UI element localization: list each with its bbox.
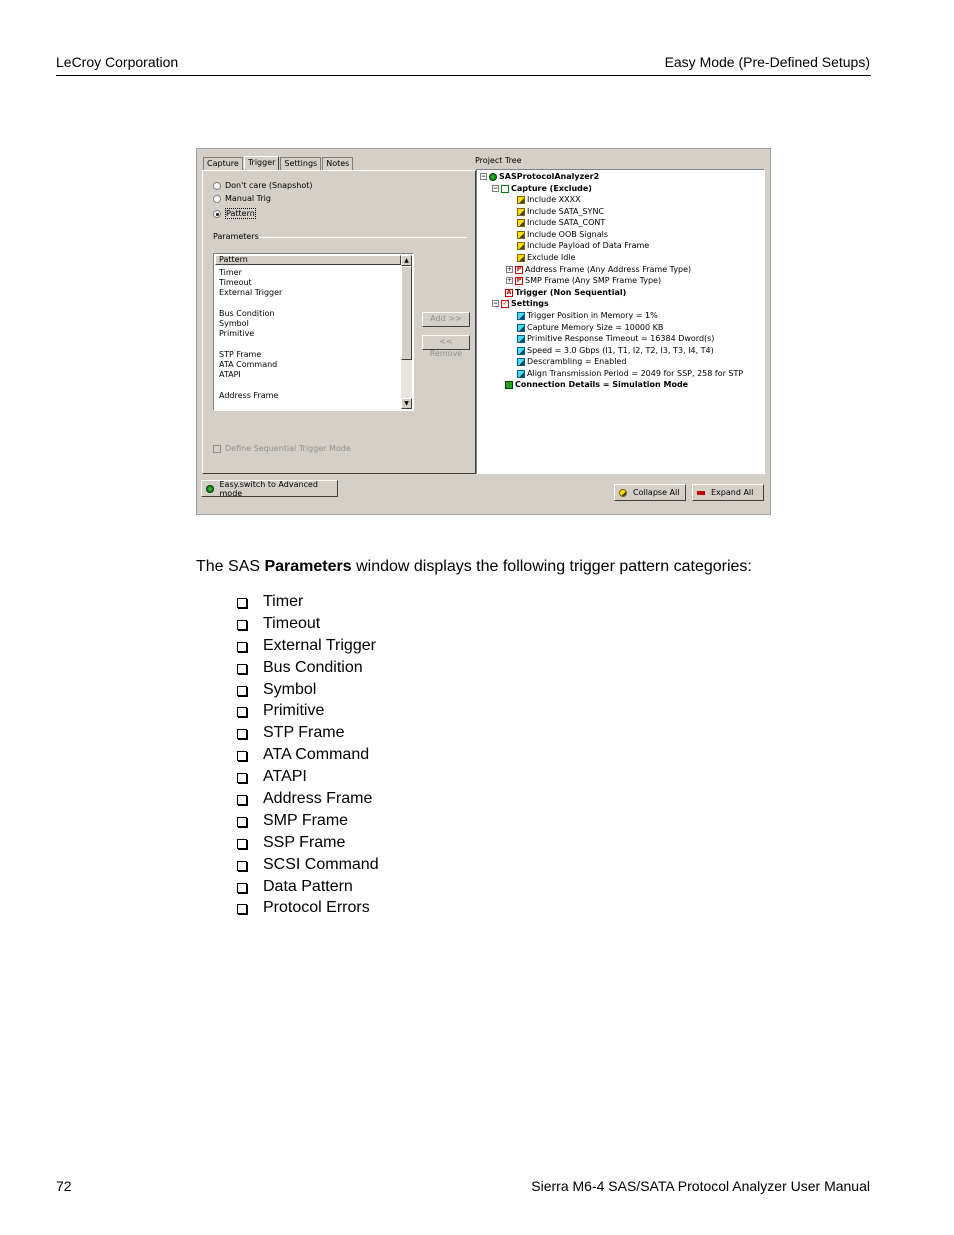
checkbox-box	[213, 445, 221, 453]
tree-label: Descrambling = Enabled	[527, 357, 627, 366]
tree-label: Include SATA_SYNC	[527, 207, 605, 216]
header-left: LeCroy Corporation	[56, 54, 179, 70]
collapse-icon[interactable]: −	[493, 300, 499, 307]
capture-icon	[501, 185, 509, 193]
radio-label: Pattern	[226, 209, 255, 218]
radio-manual-trig[interactable]	[213, 194, 271, 203]
checkbox-bullet-icon	[237, 861, 247, 871]
tree-item[interactable]	[517, 334, 714, 343]
list-item[interactable]: Timer	[219, 268, 242, 277]
list-item	[237, 854, 379, 876]
pencil-icon	[517, 254, 525, 262]
radio-indicator	[213, 182, 221, 190]
tab-trigger[interactable]: Trigger	[244, 156, 280, 171]
list-item[interactable]: Primitive	[219, 329, 255, 338]
tree-item[interactable]	[517, 241, 649, 250]
category-label: Primitive	[263, 702, 325, 720]
category-list	[237, 591, 379, 919]
radio-label: Manual Trig	[225, 194, 271, 203]
tree-label: Settings	[511, 299, 549, 308]
radio-pattern[interactable]	[213, 208, 256, 219]
sequential-trigger-checkbox[interactable]	[213, 444, 351, 453]
radio-indicator	[213, 210, 221, 218]
trigger-icon: A	[506, 288, 512, 296]
list-item[interactable]: Address Frame	[219, 391, 279, 400]
list-item	[237, 897, 379, 919]
tree-item[interactable]	[517, 311, 658, 320]
trigger-setup-screenshot	[196, 148, 771, 515]
tree-connection[interactable]	[505, 380, 688, 389]
list-item	[237, 700, 379, 722]
tree-label: Exclude Idle	[527, 253, 576, 262]
project-tree-label: Project Tree	[475, 156, 522, 165]
list-item[interactable]: ATA Command	[219, 360, 278, 369]
add-button[interactable]: Add >>	[422, 312, 470, 327]
footer-title: Sierra M6-4 SAS/SATA Protocol Analyzer User Manual	[531, 1178, 870, 1194]
tree-item[interactable]	[517, 207, 604, 216]
list-item	[237, 613, 379, 635]
checkbox-bullet-icon	[237, 751, 247, 761]
checkbox-bullet-icon	[237, 642, 247, 652]
category-label: SCSI Command	[263, 855, 379, 873]
expand-icon	[697, 491, 705, 495]
category-label: ATA Command	[263, 746, 370, 764]
tree-item[interactable]	[506, 276, 661, 285]
trigger-panel	[202, 170, 476, 474]
category-label: Symbol	[263, 680, 317, 698]
tab-notes[interactable]: Notes	[322, 157, 353, 170]
list-item	[237, 635, 379, 657]
pencil-icon	[517, 219, 525, 227]
tree-label: Include OOB Signals	[527, 230, 609, 239]
collapse-icon[interactable]: −	[493, 185, 499, 192]
category-label: SSP Frame	[263, 833, 346, 851]
tree-label: SASProtocolAnalyzer2	[499, 172, 600, 181]
scroll-down-icon[interactable]: ▼	[401, 398, 412, 409]
tree-item[interactable]	[517, 323, 663, 332]
radio-label: Don't care (Snapshot)	[225, 181, 313, 190]
tree-label: Capture Memory Size = 10000 KB	[527, 323, 664, 332]
collapse-all-button[interactable]	[614, 484, 686, 501]
checkbox-bullet-icon	[237, 729, 247, 739]
button-label: Expand All	[711, 488, 754, 497]
analyzer-icon	[206, 485, 214, 493]
list-header[interactable]: Pattern	[215, 255, 401, 265]
expand-icon[interactable]: +	[507, 277, 513, 284]
pattern-listbox[interactable]	[213, 253, 414, 411]
category-label: Address Frame	[263, 789, 373, 807]
tree-item[interactable]	[517, 195, 581, 204]
list-item	[237, 832, 379, 854]
collapse-icon[interactable]: −	[481, 173, 487, 180]
tree-item[interactable]	[517, 369, 743, 378]
tree-label: Capture (Exclude)	[511, 184, 592, 193]
tab-settings[interactable]: Settings	[280, 157, 321, 170]
radio-indicator	[213, 195, 221, 203]
pencil-icon	[517, 196, 525, 204]
pencil-icon	[517, 370, 525, 378]
project-tree[interactable]	[476, 169, 765, 474]
expand-all-button[interactable]	[692, 484, 764, 501]
tree-settings[interactable]	[492, 299, 549, 308]
header-right: Easy Mode (Pre-Defined Setups)	[664, 54, 870, 70]
checkbox-bullet-icon	[237, 839, 247, 849]
list-item	[237, 744, 379, 766]
list-item	[237, 876, 379, 898]
list-item	[237, 679, 379, 701]
checkbox-bullet-icon	[237, 707, 247, 717]
tree-label: Include Payload of Data Frame	[527, 241, 650, 250]
pencil-icon	[517, 208, 525, 216]
tab-strip	[203, 156, 354, 170]
button-label: Easy.switch to Advanced mode	[219, 479, 318, 498]
tree-item[interactable]	[517, 346, 714, 355]
category-label: Timer	[263, 592, 304, 610]
pencil-icon	[517, 242, 525, 250]
checkbox-bullet-icon	[237, 620, 247, 630]
tree-label: Connection Details = Simulation Mode	[515, 380, 689, 389]
checkbox-bullet-icon	[237, 817, 247, 827]
tab-capture[interactable]: Capture	[203, 157, 243, 170]
pencil-icon	[517, 324, 525, 332]
list-item[interactable]: STP Frame	[219, 350, 262, 359]
pencil-icon	[517, 358, 525, 366]
checkbox-bullet-icon	[237, 686, 247, 696]
list-item	[237, 788, 379, 810]
checkbox-bullet-icon	[237, 904, 247, 914]
list-item	[237, 810, 379, 832]
tree-label: Speed = 3.0 Gbps (I1, T1, I2, T2, I3, T3, I4, T4)	[527, 346, 714, 355]
list-item	[237, 591, 379, 613]
category-label: SMP Frame	[263, 811, 349, 829]
list-item[interactable]: External Trigger	[219, 288, 283, 297]
intro-prefix: The SAS	[196, 558, 265, 575]
header-rule	[56, 75, 871, 76]
tree-label: Address Frame (Any Address Frame Type)	[525, 265, 692, 274]
intro-bold: Parameters	[264, 558, 352, 575]
parameters-divider	[259, 237, 467, 238]
category-label: STP Frame	[263, 724, 345, 742]
list-item[interactable]: Symbol	[219, 319, 249, 328]
tree-label: Trigger Position in Memory = 1%	[527, 311, 658, 320]
tree-item[interactable]	[517, 218, 605, 227]
connection-icon	[505, 381, 513, 389]
expand-icon[interactable]: +	[507, 266, 513, 273]
parameters-label: Parameters	[213, 232, 259, 241]
radio-dont-care[interactable]	[213, 181, 313, 190]
pencil-icon	[517, 231, 525, 239]
tree-label: Include SATA_CONT	[527, 218, 606, 227]
page-number: 72	[56, 1178, 72, 1194]
intro-paragraph	[196, 558, 752, 576]
list-scrollbar[interactable]	[401, 255, 412, 409]
collapse-icon	[619, 489, 627, 497]
category-label: External Trigger	[263, 636, 376, 654]
tree-item[interactable]	[517, 253, 575, 262]
scroll-thumb[interactable]	[401, 266, 412, 360]
tree-item[interactable]	[517, 357, 626, 366]
tree-label: Align Transmission Period = 2049 for SSP, 258 for STP	[527, 369, 744, 378]
tree-capture[interactable]	[492, 184, 592, 193]
list-item[interactable]: Bus Condition	[219, 309, 275, 318]
checkbox-bullet-icon	[237, 795, 247, 805]
pencil-icon	[517, 347, 525, 355]
list-item[interactable]: ATAPI	[219, 370, 241, 379]
tree-root[interactable]	[480, 172, 599, 181]
category-label: Bus Condition	[263, 658, 363, 676]
easy-switch-button[interactable]	[201, 480, 338, 497]
category-label: ATAPI	[263, 768, 307, 786]
category-label: Timeout	[263, 614, 321, 632]
analyzer-icon	[489, 173, 497, 181]
pencil-icon	[517, 312, 525, 320]
settings-icon: ✓	[502, 299, 508, 307]
list-item	[237, 766, 379, 788]
tree-item[interactable]	[506, 265, 691, 274]
tree-label: Include XXXX	[527, 195, 581, 204]
button-label: Collapse All	[633, 488, 680, 497]
frame-icon: P	[516, 265, 522, 273]
category-label: Protocol Errors	[263, 899, 370, 917]
frame-icon: P	[516, 276, 522, 284]
list-item	[237, 722, 379, 744]
checkbox-bullet-icon	[237, 664, 247, 674]
category-label: Data Pattern	[263, 877, 353, 895]
remove-button[interactable]: << Remove	[422, 335, 470, 350]
list-item	[237, 657, 379, 679]
scroll-up-icon[interactable]: ▲	[401, 255, 412, 266]
list-item[interactable]: Timeout	[219, 278, 252, 287]
intro-suffix: window displays the following trigger pattern categories:	[351, 558, 752, 575]
tree-trigger[interactable]	[505, 288, 626, 297]
checkbox-bullet-icon	[237, 773, 247, 783]
tree-item[interactable]	[517, 230, 608, 239]
tree-label: Trigger (Non Sequential)	[515, 288, 627, 297]
checkbox-label: Define Sequential Trigger Mode	[225, 444, 351, 453]
checkbox-bullet-icon	[237, 598, 247, 608]
tree-label: SMP Frame (Any SMP Frame Type)	[525, 276, 662, 285]
checkbox-bullet-icon	[237, 883, 247, 893]
pencil-icon	[517, 335, 525, 343]
tree-label: Primitive Response Timeout = 16384 Dword(s)	[527, 334, 715, 343]
